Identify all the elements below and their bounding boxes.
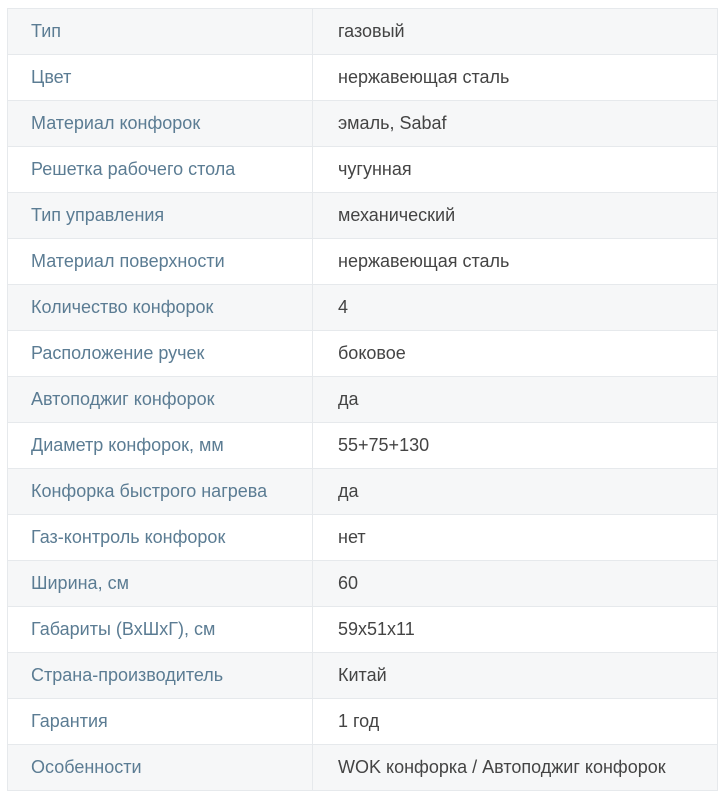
spec-value: нержавеющая сталь xyxy=(313,55,718,101)
spec-row xyxy=(8,9,718,55)
spec-row xyxy=(8,331,718,377)
spec-row xyxy=(8,653,718,699)
spec-row xyxy=(8,55,718,101)
spec-label: Тип управления xyxy=(8,193,313,239)
spec-label: Гарантия xyxy=(8,699,313,745)
spec-row xyxy=(8,515,718,561)
spec-label: Цвет xyxy=(8,55,313,101)
spec-value: эмаль, Sabaf xyxy=(313,101,718,147)
spec-label: Страна-производитель xyxy=(8,653,313,699)
spec-label: Особенности xyxy=(8,745,313,791)
spec-value: 4 xyxy=(313,285,718,331)
spec-value: 59x51x11 xyxy=(313,607,718,653)
spec-label: Автоподжиг конфорок xyxy=(8,377,313,423)
spec-value: Китай xyxy=(313,653,718,699)
spec-value: 55+75+130 xyxy=(313,423,718,469)
spec-value: да xyxy=(313,469,718,515)
spec-row xyxy=(8,147,718,193)
spec-value: газовый xyxy=(313,9,718,55)
spec-label: Материал конфорок xyxy=(8,101,313,147)
specifications-table xyxy=(7,8,718,791)
spec-row xyxy=(8,239,718,285)
spec-value: механический xyxy=(313,193,718,239)
spec-row xyxy=(8,101,718,147)
spec-value: боковое xyxy=(313,331,718,377)
spec-row xyxy=(8,561,718,607)
spec-value: WOK конфорка / Автоподжиг конфорок xyxy=(313,745,718,791)
spec-value: да xyxy=(313,377,718,423)
spec-label: Количество конфорок xyxy=(8,285,313,331)
spec-label: Газ-контроль конфорок xyxy=(8,515,313,561)
spec-row xyxy=(8,193,718,239)
spec-label: Габариты (ВхШхГ), см xyxy=(8,607,313,653)
spec-row xyxy=(8,469,718,515)
spec-label: Тип xyxy=(8,9,313,55)
spec-row xyxy=(8,377,718,423)
spec-label: Ширина, см xyxy=(8,561,313,607)
spec-value: чугунная xyxy=(313,147,718,193)
spec-row xyxy=(8,607,718,653)
spec-row xyxy=(8,745,718,791)
spec-value: 60 xyxy=(313,561,718,607)
spec-label: Расположение ручек xyxy=(8,331,313,377)
spec-label: Материал поверхности xyxy=(8,239,313,285)
spec-row xyxy=(8,699,718,745)
spec-label: Решетка рабочего стола xyxy=(8,147,313,193)
spec-value: нет xyxy=(313,515,718,561)
spec-row xyxy=(8,285,718,331)
spec-label: Диаметр конфорок, мм xyxy=(8,423,313,469)
spec-row xyxy=(8,423,718,469)
specifications-body xyxy=(8,9,718,791)
spec-label: Конфорка быстрого нагрева xyxy=(8,469,313,515)
spec-value: 1 год xyxy=(313,699,718,745)
spec-value: нержавеющая сталь xyxy=(313,239,718,285)
